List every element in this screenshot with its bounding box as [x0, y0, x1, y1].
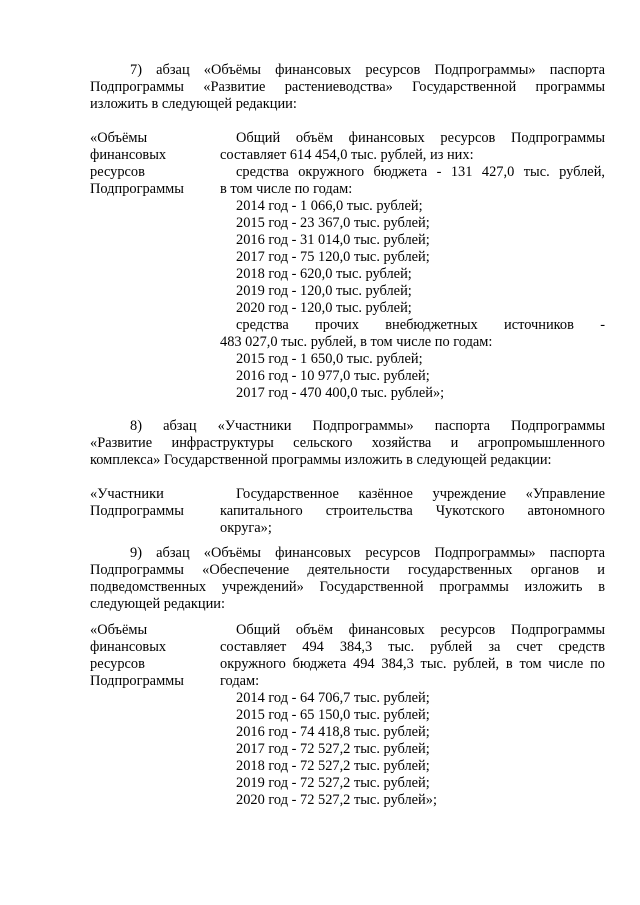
section-9-label — [90, 622, 220, 690]
section-9-line: подведомственных учреждений» Государственной программы изложить в — [90, 579, 605, 595]
value-line: в том числе по годам: — [220, 181, 353, 197]
value-line: 2014 год - 1 066,0 тыс. рублей; — [236, 198, 423, 214]
section-7-line: изложить в следующей редакции: — [90, 96, 297, 112]
value-line: Общий объём финансовых ресурсов Подпрограммы — [236, 622, 605, 638]
value-line: годам: — [220, 673, 260, 689]
section-7-table — [90, 130, 605, 410]
section-9-line: следующей редакции: — [90, 596, 225, 612]
section-9-table — [90, 622, 605, 812]
section-7-value — [220, 130, 605, 402]
value-line: 2016 год - 10 977,0 тыс. рублей; — [236, 368, 430, 384]
section-9-paragraph — [90, 545, 605, 613]
label-line: финансовых — [90, 147, 167, 163]
label-line: «Участники — [90, 486, 164, 502]
value-line: средства прочих внебюджетных источников - — [236, 317, 605, 333]
section-8-line: «Развитие инфраструктуры сельского хозяйства и агропромышленного — [90, 435, 605, 451]
value-line: Государственное казённое учреждение «Управление — [236, 486, 605, 502]
value-line: Общий объём финансовых ресурсов Подпрограммы — [236, 130, 605, 146]
value-line: составляет 494 384,3 тыс. рублей за счет средств — [220, 639, 605, 655]
section-8-table — [90, 486, 605, 537]
label-line: финансовых — [90, 639, 167, 655]
section-8-line: 8) абзац «Участники Подпрограммы» паспорта Подпрограммы — [130, 418, 605, 434]
section-9-line: 9) абзац «Объёмы финансовых ресурсов Подпрограммы» паспорта — [130, 545, 605, 561]
value-line: 2016 год - 74 418,8 тыс. рублей; — [236, 724, 430, 740]
value-line: 2014 год - 64 706,7 тыс. рублей; — [236, 690, 430, 706]
section-8-line: комплекса» Государственной программы изложить в следующей редакции: — [90, 452, 552, 468]
section-7-label — [90, 130, 220, 198]
value-line: составляет 614 454,0 тыс. рублей, из них: — [220, 147, 474, 163]
label-line: Подпрограммы — [90, 503, 184, 519]
value-line: 2018 год - 620,0 тыс. рублей; — [236, 266, 412, 282]
value-line: 2020 год - 120,0 тыс. рублей; — [236, 300, 412, 316]
section-7-line: Подпрограммы «Развитие растениеводства» Государственной программы — [90, 79, 605, 95]
value-line: 2017 год - 72 527,2 тыс. рублей; — [236, 741, 430, 757]
section-9-value — [220, 622, 605, 809]
section-7-paragraph — [90, 62, 605, 113]
value-line: 2016 год - 31 014,0 тыс. рублей; — [236, 232, 430, 248]
value-line: 2019 год - 72 527,2 тыс. рублей; — [236, 775, 430, 791]
label-line: Подпрограммы — [90, 181, 184, 197]
value-line: округа»; — [220, 520, 272, 536]
label-line: Подпрограммы — [90, 673, 184, 689]
label-line: ресурсов — [90, 656, 145, 672]
label-line: ресурсов — [90, 164, 145, 180]
value-line: капитального строительства Чукотского автономного — [220, 503, 605, 519]
value-line: 2017 год - 470 400,0 тыс. рублей»; — [236, 385, 445, 401]
section-7-line: 7) абзац «Объёмы финансовых ресурсов Подпрограммы» паспорта — [130, 62, 605, 78]
section-8-value — [220, 486, 605, 537]
value-line: 2017 год - 75 120,0 тыс. рублей; — [236, 249, 430, 265]
value-line: 2015 год - 23 367,0 тыс. рублей; — [236, 215, 430, 231]
value-line: окружного бюджета 494 384,3 тыс. рублей, в том числе по — [220, 656, 605, 672]
value-line: 2018 год - 72 527,2 тыс. рублей; — [236, 758, 430, 774]
section-8-label — [90, 486, 220, 520]
section-8-paragraph — [90, 418, 605, 469]
value-line: 2015 год - 1 650,0 тыс. рублей; — [236, 351, 423, 367]
label-line: «Объёмы — [90, 622, 148, 638]
value-line: 2015 год - 65 150,0 тыс. рублей; — [236, 707, 430, 723]
value-line: 483 027,0 тыс. рублей, в том числе по годам: — [220, 334, 493, 350]
value-line: 2020 год - 72 527,2 тыс. рублей»; — [236, 792, 437, 808]
value-line: 2019 год - 120,0 тыс. рублей; — [236, 283, 412, 299]
label-line: «Объёмы — [90, 130, 148, 146]
section-9-line: Подпрограммы «Обеспечение деятельности государственных органов и — [90, 562, 605, 578]
value-line: средства окружного бюджета - 131 427,0 тыс. рублей, — [236, 164, 605, 180]
